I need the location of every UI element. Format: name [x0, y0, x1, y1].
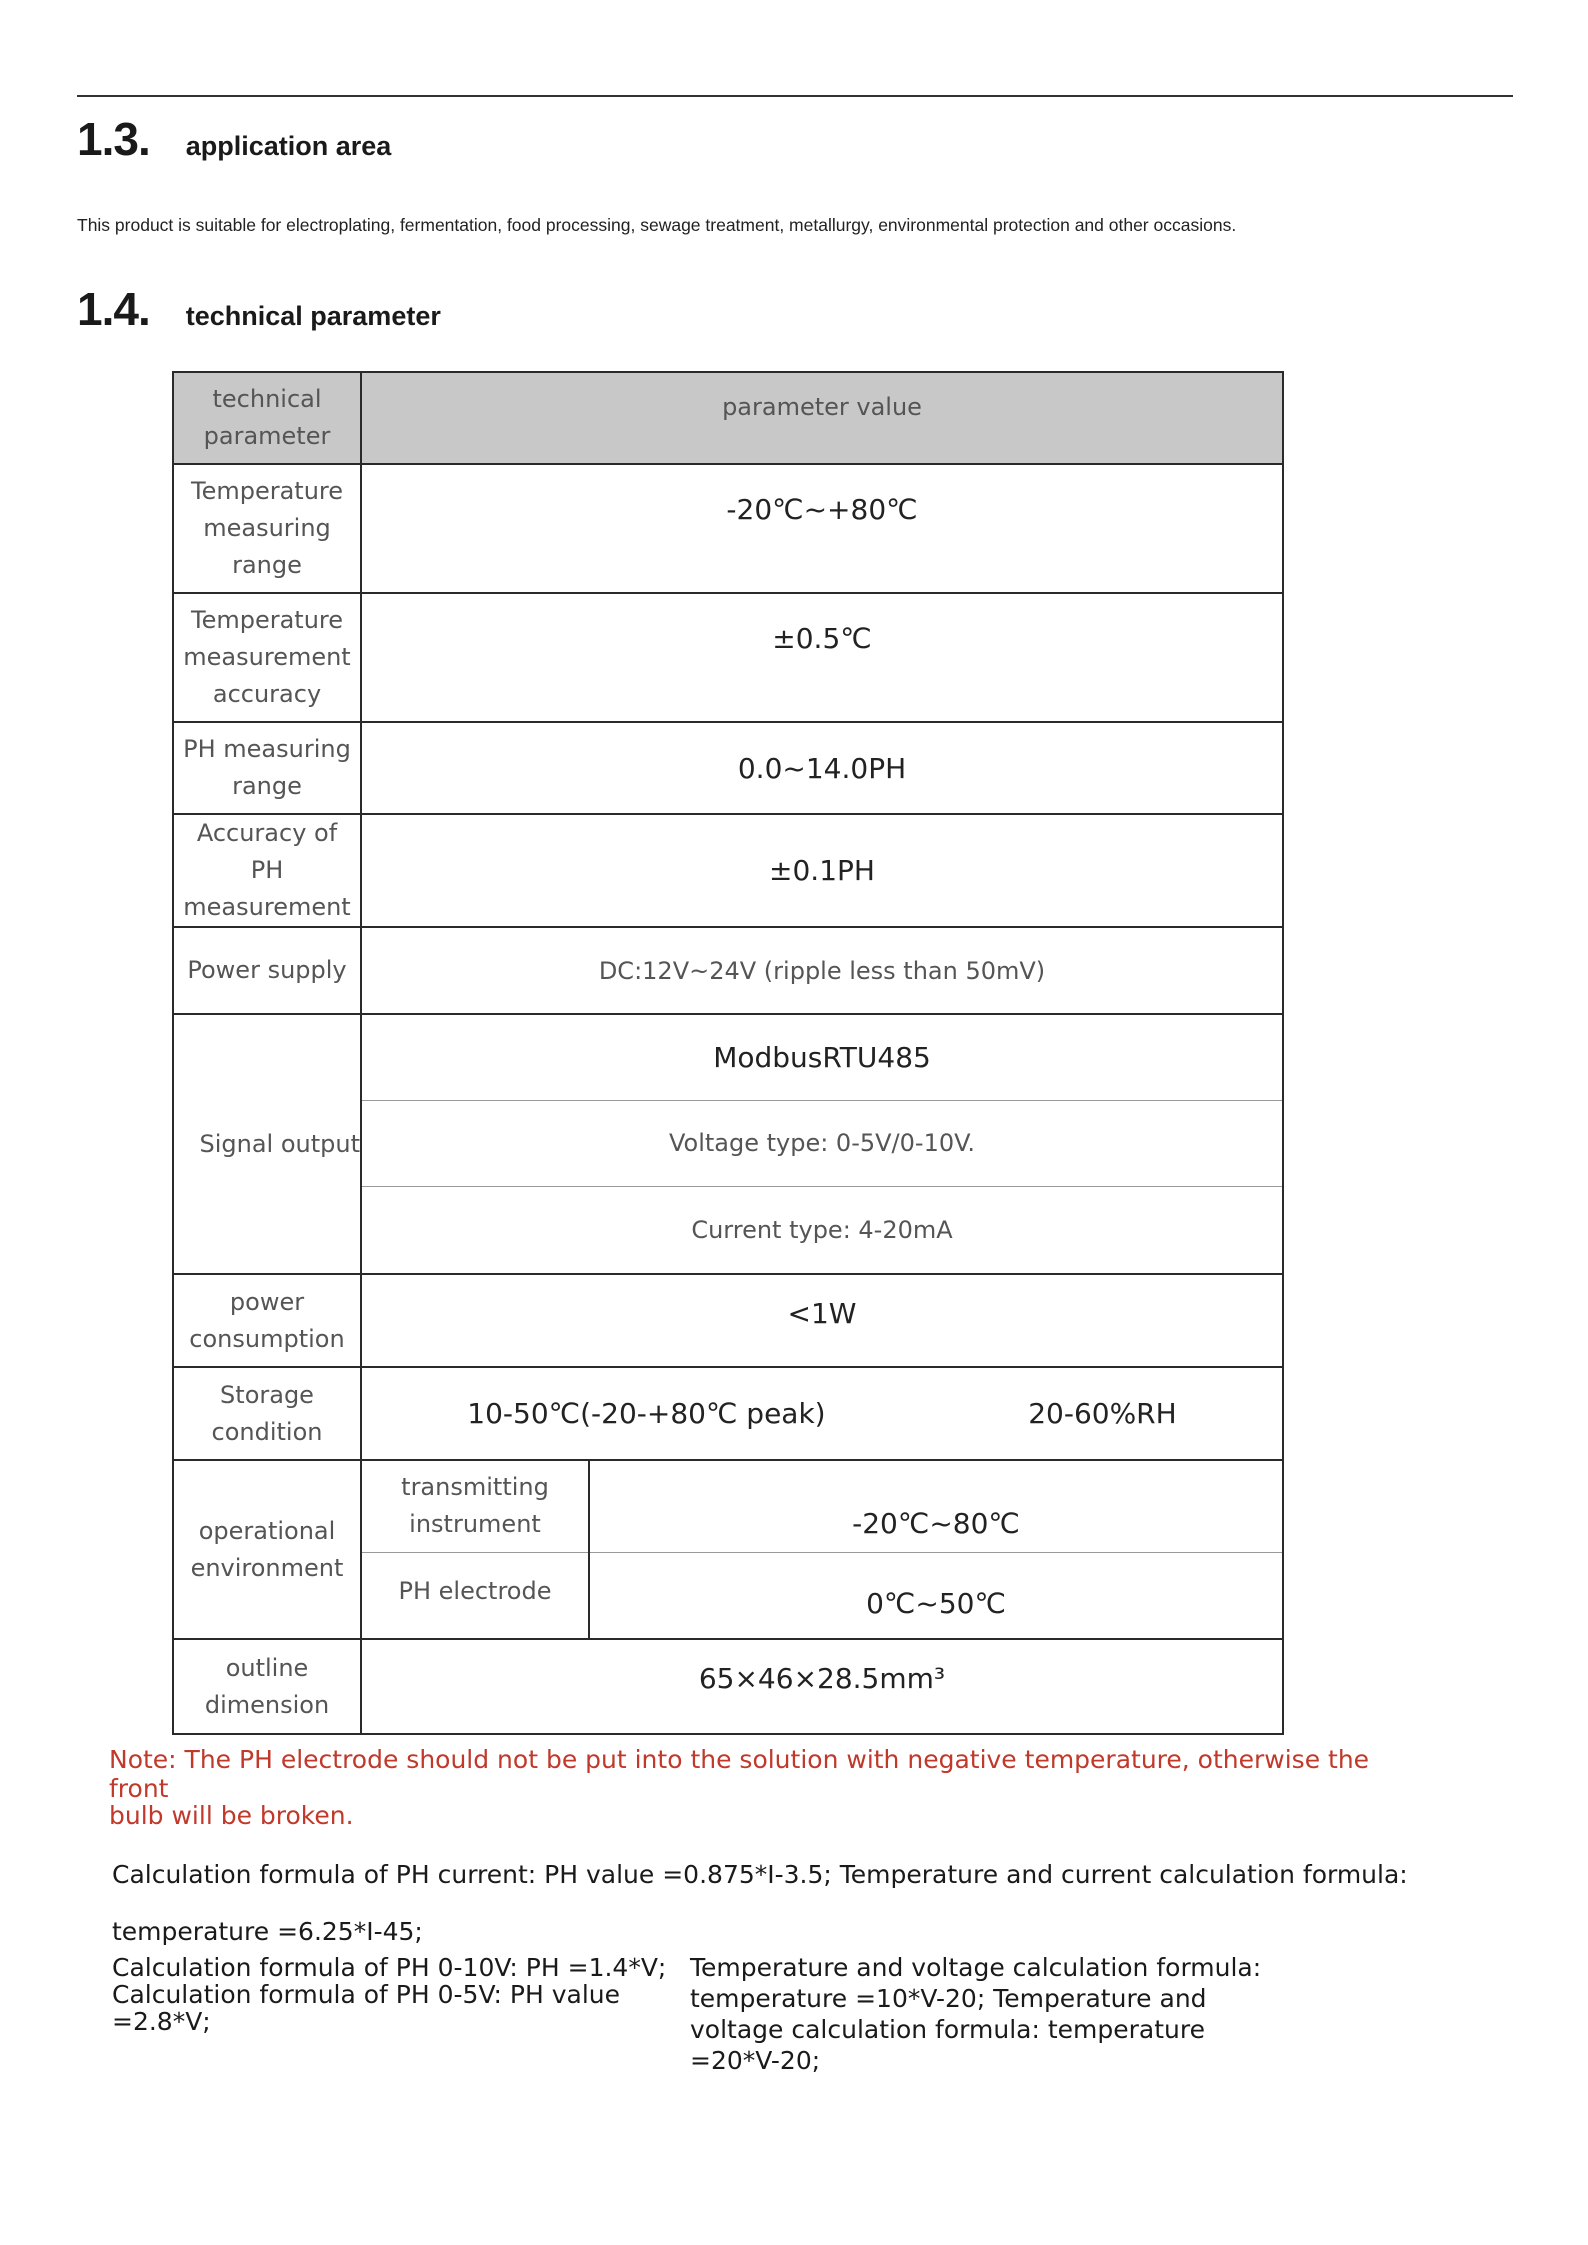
- technical-parameter-table: [172, 371, 1284, 1735]
- formula-right-2: temperature =10*V-20; Temperature and: [690, 1984, 1207, 2013]
- header-param: technical parameter: [173, 372, 361, 464]
- row-label: Accuracy of PH measurement: [173, 814, 361, 927]
- row-value: DC:12V~24V (ripple less than 50mV): [361, 927, 1283, 1014]
- formula-right-1: Temperature and voltage calculation formula:: [690, 1953, 1262, 1982]
- table-row: [173, 1460, 1283, 1552]
- table-header-row: [173, 372, 1283, 464]
- env-sub-label: PH electrode: [361, 1552, 589, 1639]
- note-line-1: Note: The PH electrode should not be put into the solution with negative temperature, otherwise the front: [109, 1745, 1370, 1803]
- row-label: power consumption: [173, 1274, 361, 1367]
- formula-left-3: =2.8*V;: [112, 2007, 211, 2036]
- table-row: [173, 927, 1283, 1014]
- section-number: 1.4.: [77, 283, 150, 335]
- row-value: -20℃~+80℃: [361, 464, 1283, 593]
- storage-humidity: 20-60%RH: [1028, 1397, 1177, 1430]
- row-value: 0.0~14.0PH: [361, 722, 1283, 814]
- storage-temp: 10-50℃(-20-+80℃ peak): [467, 1397, 826, 1430]
- row-value: 65×46×28.5mm³: [361, 1639, 1283, 1734]
- table-row: [173, 1274, 1283, 1367]
- env-value: -20℃~80℃: [589, 1460, 1283, 1552]
- section-title: technical parameter: [185, 301, 441, 331]
- row-label: Power supply: [173, 927, 361, 1014]
- formula-left-1: Calculation formula of PH 0-10V: PH =1.4*V;: [112, 1953, 667, 1982]
- table-row: [173, 722, 1283, 814]
- section-title: application area: [185, 131, 392, 161]
- env-value: 0℃~50℃: [589, 1552, 1283, 1639]
- formula-current-2: temperature =6.25*I-45;: [112, 1917, 423, 1946]
- row-value: ±0.5℃: [361, 593, 1283, 722]
- row-value: <1W: [361, 1274, 1283, 1367]
- row-label: Signal output: [173, 1014, 361, 1274]
- row-label: Temperature measurement accuracy: [173, 593, 361, 722]
- storage-values: [361, 1367, 1283, 1460]
- table-row: [173, 1639, 1283, 1734]
- formula-right-3: voltage calculation formula: temperature: [690, 2015, 1205, 2044]
- row-label: Temperature measuring range: [173, 464, 361, 593]
- row-label: operational environment: [173, 1460, 361, 1639]
- section-heading-1-3: [77, 112, 391, 166]
- formula-left-2: Calculation formula of PH 0-5V: PH value: [112, 1980, 620, 2009]
- table-row: [173, 1014, 1283, 1100]
- row-value: ±0.1PH: [361, 814, 1283, 927]
- row-label: outline dimension: [173, 1639, 361, 1734]
- note-line-2: bulb will be broken.: [109, 1801, 354, 1830]
- env-sub-label: transmitting instrument: [361, 1460, 589, 1552]
- row-value: Current type: 4-20mA: [361, 1186, 1283, 1274]
- table-row: [173, 464, 1283, 593]
- application-area-text: This product is suitable for electroplating, fermentation, food processing, sewage treatment, metallurgy, environmental protection and other occasions.: [77, 215, 1237, 235]
- header-value: parameter value: [361, 372, 1283, 464]
- top-rule: [77, 95, 1513, 97]
- table-row: [173, 593, 1283, 722]
- row-value: ModbusRTU485: [361, 1014, 1283, 1100]
- formula-current-1: Calculation formula of PH current: PH value =0.875*I-3.5; Temperature and current calculation formula:: [112, 1860, 1408, 1889]
- row-label: Storage condition: [173, 1367, 361, 1460]
- table-row: [173, 1367, 1283, 1460]
- formula-right-4: =20*V-20;: [690, 2046, 821, 2075]
- table-row: [173, 814, 1283, 927]
- section-number: 1.3.: [77, 113, 150, 165]
- row-value: Voltage type: 0-5V/0-10V.: [361, 1100, 1283, 1186]
- section-heading-1-4: [77, 282, 441, 336]
- row-label: PH measuring range: [173, 722, 361, 814]
